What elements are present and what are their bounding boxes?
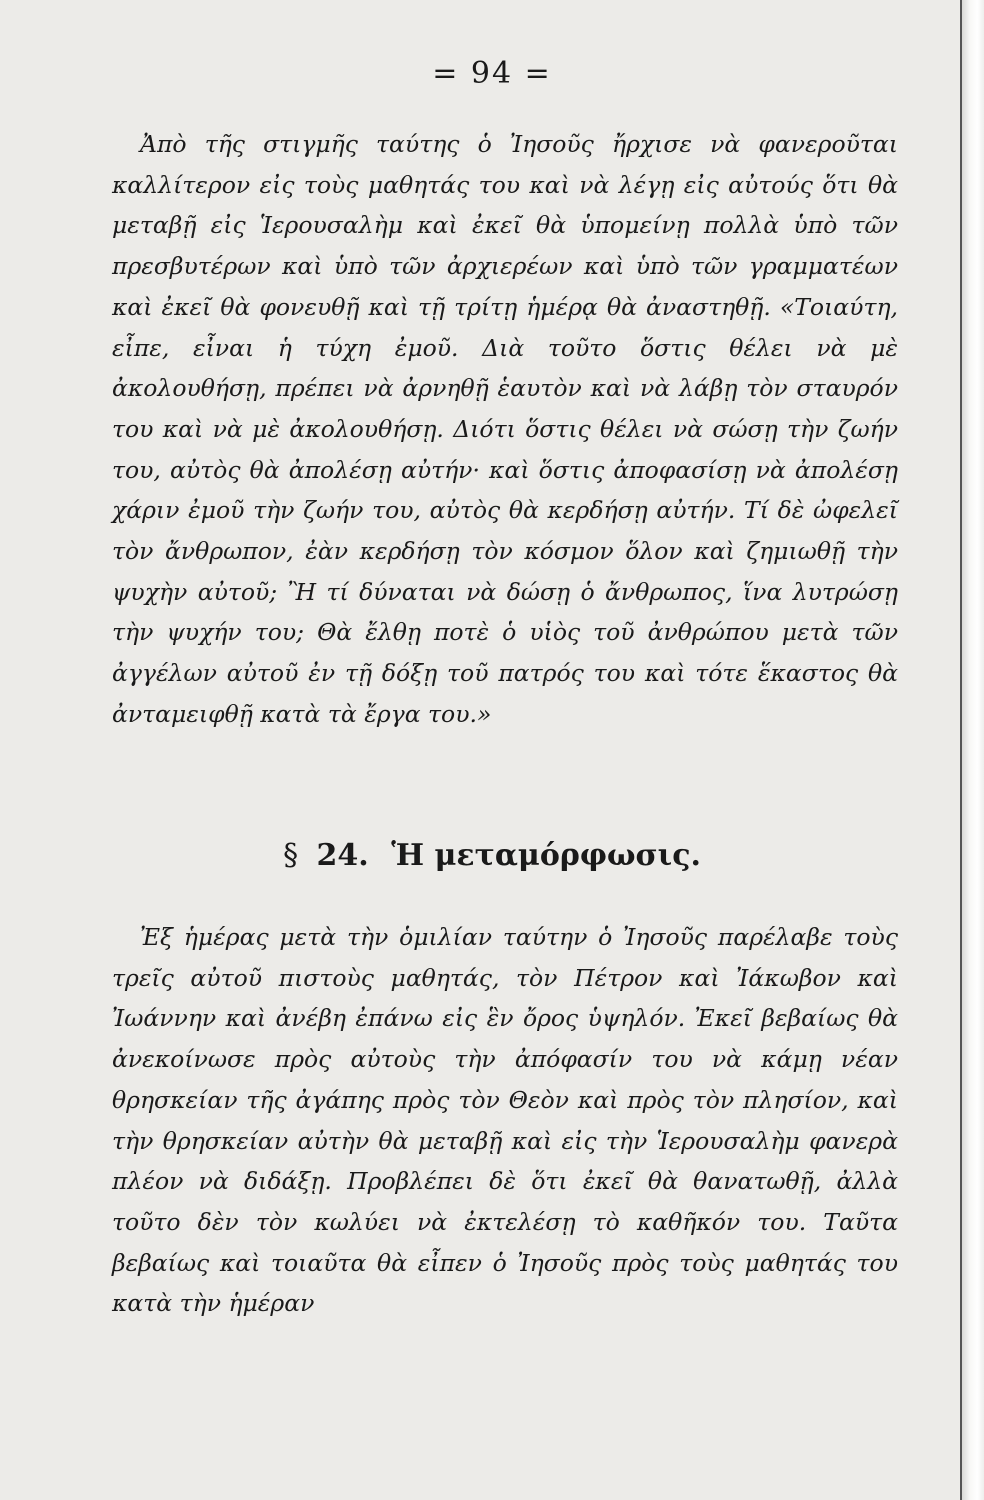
paragraph-2 [112,917,898,1324]
paragraph-1-text: Ἀπὸ τῆς στιγμῆς ταύτης ὁ Ἰησοῦς ἤρχισε νὰ φανεροῦται καλλίτερον εἰς τοὺς μαθητάς του καὶ νὰ λέγῃ εἰς αὐτούς ὅτι θὰ μεταβῇ εἰς Ἱερουσαλὴμ καὶ ἐκεῖ θὰ ὑπομείνῃ πολλὰ ὑπὸ τῶν πρεσβυτέρων καὶ ὑπὸ τῶν ἀρχιερέων καὶ ὑπὸ τῶν γραμματέων καὶ ἐκεῖ θὰ φονευθῇ καὶ τῇ τρίτῃ ἡμέρᾳ θὰ ἀναστηθῇ. «Τοιαύτη, εἶπε, εἶναι ἡ τύχη ἐμοῦ. Διὰ τοῦτο ὅστις θέλει νὰ μὲ ἀκολουθήσῃ, πρέπει νὰ ἀρνηθῇ ἑαυτὸν καὶ νὰ λάβῃ τὸν σταυρόν του καὶ νὰ μὲ ἀκολουθήσῃ. Διότι ὅστις θέλει νὰ σώσῃ τὴν ζωήν του, αὐτὸς θὰ ἀπολέσῃ αὐτήν· καὶ ὅστις ἀποφασίσῃ νὰ ἀπολέσῃ χάριν ἐμοῦ τὴν ζωήν του, αὐτὸς θὰ κερδήσῃ αὐτήν. Τί δὲ ὠφελεῖ τὸν ἄνθρωπον, ἐὰν κερδήσῃ τὸν κόσμον ὅλον καὶ ζημιωθῇ τὴν ψυχὴν αὐτοῦ; Ἢ τί δύναται νὰ δώσῃ ὁ ἄνθρωπος, ἵνα λυτρώσῃ τὴν ψυχήν του; Θὰ ἔλθῃ ποτὲ ὁ υἱὸς τοῦ ἀνθρώπου μετὰ τῶν ἀγγέλων αὐτοῦ ἐν τῇ δόξῃ τοῦ πατρός του καὶ τότε ἕκαστος θὰ ἀνταμειφθῇ κατὰ τὰ ἔργα του.» [112,130,898,728]
page-number: = 94 = [432,56,552,91]
section-title: Ἡ μεταμόρφωσις. [391,838,701,873]
paragraph-1 [112,124,898,735]
section-heading [0,838,984,873]
section-number: 24. [316,838,369,873]
paragraph-2-text: Ἐξ ἡμέρας μετὰ τὴν ὁμιλίαν ταύτην ὁ Ἰησοῦς παρέλαβε τοὺς τρεῖς αὐτοῦ πιστοὺς μαθητάς, τὸν Πέτρον καὶ Ἰάκωβον καὶ Ἰωάννην καὶ ἀνέβη ἐπάνω εἰς ἓν ὄρος ὑψηλόν. Ἐκεῖ βεβαίως θὰ ἀνεκοίνωσε πρὸς αὐτοὺς τὴν ἀπόφασίν του νὰ κάμῃ νέαν θρησκείαν τῆς ἀγάπης πρὸς τὸν Θεὸν καὶ πρὸς τὸν πλησίον, καὶ τὴν θρησκείαν αὐτὴν θὰ μεταβῇ καὶ εἰς τὴν Ἱερουσαλὴμ φανερὰ πλέον νὰ διδάξῃ. Προβλέπει δὲ ὅτι ἐκεῖ θὰ θανατωθῇ, ἀλλὰ τοῦτο δὲν τὸν κωλύει νὰ ἐκτελέσῃ τὸ καθῆκόν του. Ταῦτα βεβαίως καὶ τοιαῦτα θὰ εἶπεν ὁ Ἰησοῦς πρὸς τοὺς μαθητάς του κατὰ τὴν ἡμέραν [112,923,898,1318]
section-symbol: § [283,838,299,873]
page-edge [960,0,984,1500]
